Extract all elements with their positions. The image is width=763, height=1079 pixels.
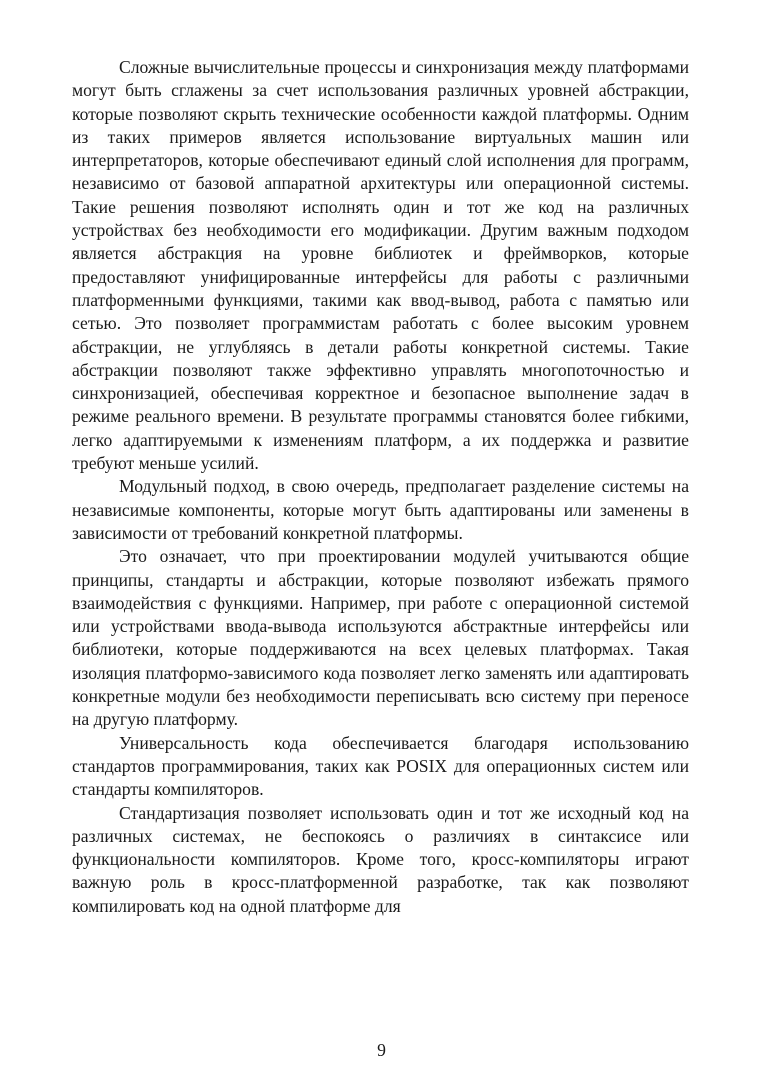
paragraph-abstraction-levels: Сложные вычислительные процессы и синхронизация между платформами могут быть сглажены за счет использования различных уровней абстракции, которые позволяют скрыть технические особенности каждой платформы. Одним из таких примеров является использование виртуальных машин или интерпретаторов, которые обеспечивают единый слой исполнения для программ, независимо от базовой аппаратной архитектуры или операционной системы. Такие решения позволяют исполнять один и тот же код на различных устройствах без необходимости его модификации. Другим важным подходом является абстракция на уровне библиотек и фреймворков, которые предоставляют унифицированные интерфейсы для работы с различными платформенными функциями, такими как ввод-вывод, работа с памятью или сетью. Это позволяет программистам работать с более высоким уровнем абстракции, не углубляясь в детали работы конкретной системы. Такие абстракции позволяют также эффективно управлять многопоточностью и синхронизацией, обеспечивая корректное и безопасное выполнение задач в режиме реального времени. В результате программы становятся более гибкими, легко адаптируемыми к изменениям платформ, а их поддержка и развитие требуют меньше усилий. — [72, 57, 689, 474]
paragraph-module-design: Это означает, что при проектировании модулей учитываются общие принципы, стандарты и абстракции, которые позволяют избежать прямого взаимодействия с функциями. Например, при работе с операционной системой или устройствами ввода-вывода используются абстрактные интерфейсы или библиотеки, которые поддерживаются на всех целевых платформах. Такая изоляция платформо-зависимого кода позволяет легко заменять или адаптировать конкретные модули без необходимости переписывать всю систему при переносе на другую платформу. — [72, 546, 689, 730]
paragraph-standardization: Стандартизация позволяет использовать один и тот же исходный код на различных системах, не беспокоясь о различиях в синтаксисе или функциональности компиляторов. Кроме того, кросс-компиляторы играют важную роль в кросс-платформенной разработке, так как позволяют компилировать код на одной платформе для — [72, 802, 689, 916]
page-number: 9 — [377, 1040, 386, 1060]
paragraph-code-universality: Универсальность кода обеспечивается благодаря использованию стандартов программирования, таких как POSIX для операционных систем или стандарты компиляторов. — [72, 732, 689, 800]
paragraph-modular-approach: Модульный подход, в свою очередь, предполагает разделение системы на независимые компоненты, которые могут быть адаптированы или заменены в зависимости от требований конкретной платформы. — [72, 476, 689, 543]
page-body — [72, 56, 689, 918]
